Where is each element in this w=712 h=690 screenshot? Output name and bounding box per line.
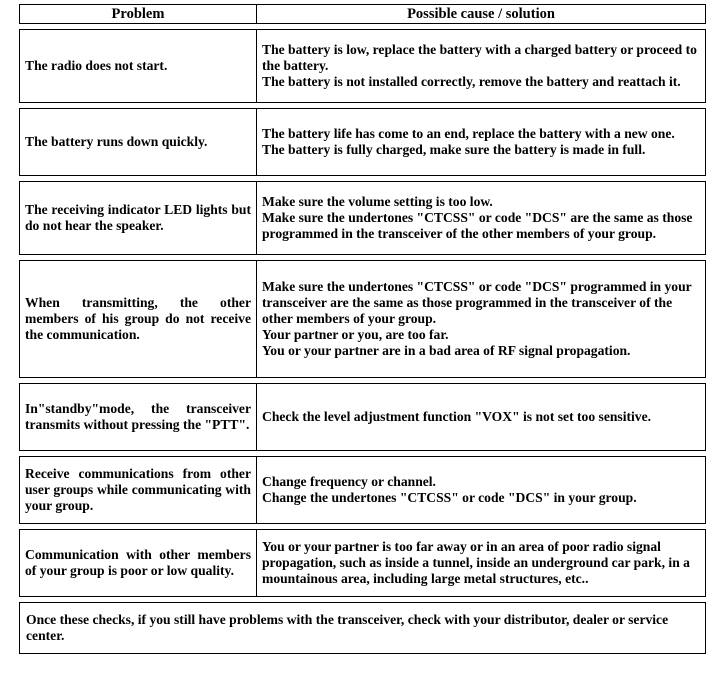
table-row [20, 30, 706, 103]
troubleshooting-table [19, 4, 706, 654]
solution-line: The battery is low, replace the battery with a charged battery or proceed to the battery. [262, 42, 697, 73]
problem-cell: When transmitting, the other members of his group do not receive the communication. [20, 261, 257, 378]
solution-line: Make sure the volume setting is too low. [262, 194, 493, 209]
solution-cell [257, 457, 706, 524]
solution-line: Change frequency or channel. [262, 474, 436, 489]
solution-line: Your partner or you, are too far. [262, 327, 449, 342]
solution-line: The battery is not installed correctly, remove the battery and reattach it. [262, 74, 681, 89]
problem-cell: Receive communications from other user groups while communicating with your group. [20, 457, 257, 524]
solution-cell [257, 182, 706, 255]
solution-cell [257, 109, 706, 176]
solution-line: Make sure the undertones "CTCSS" or code "DCS" are the same as those programmed in the transceiver of the other members of your group. [262, 210, 693, 241]
table-row [20, 109, 706, 176]
problem-cell: The receiving indicator LED lights but do not hear the speaker. [20, 182, 257, 255]
problem-cell: The radio does not start. [20, 30, 257, 103]
troubleshooting-table-wrapper [19, 4, 705, 654]
header-problem: Problem [20, 5, 257, 24]
solution-line: Make sure the undertones "CTCSS" or code "DCS" programmed in your transceiver are the same as those programmed in the transceiver of the other members of your group. [262, 279, 692, 326]
table-row [20, 182, 706, 255]
problem-cell: The battery runs down quickly. [20, 109, 257, 176]
solution-line: You or your partner is too far away or in an area of poor radio signal propagation, such as inside a tunnel, inside an underground car park, in a mountainous area, including large metal structures, etc.. [262, 539, 690, 586]
solution-cell [257, 530, 706, 597]
header-solution: Possible cause / solution [257, 5, 706, 24]
footer-note: Once these checks, if you still have problems with the transceiver, check with your distributor, dealer or service center. [20, 603, 706, 654]
solution-line: Check the level adjustment function "VOX" is not set too sensitive. [262, 409, 652, 424]
solution-line: You or your partner are in a bad area of RF signal propagation. [262, 343, 631, 358]
table-row [20, 384, 706, 451]
table-row [20, 261, 706, 378]
footer-row [20, 603, 706, 654]
table-header-row [20, 5, 706, 24]
problem-cell: Communication with other members of your group is poor or low quality. [20, 530, 257, 597]
solution-cell [257, 30, 706, 103]
problem-cell: In"standby"mode, the transceiver transmits without pressing the "PTT". [20, 384, 257, 451]
solution-cell [257, 261, 706, 378]
table-row [20, 530, 706, 597]
solution-line: The battery life has come to an end, replace the battery with a new one. [262, 126, 675, 141]
solution-line: Change the undertones "CTCSS" or code "DCS" in your group. [262, 490, 637, 505]
solution-line: The battery is fully charged, make sure the battery is made in full. [262, 142, 646, 157]
table-row [20, 457, 706, 524]
solution-cell [257, 384, 706, 451]
